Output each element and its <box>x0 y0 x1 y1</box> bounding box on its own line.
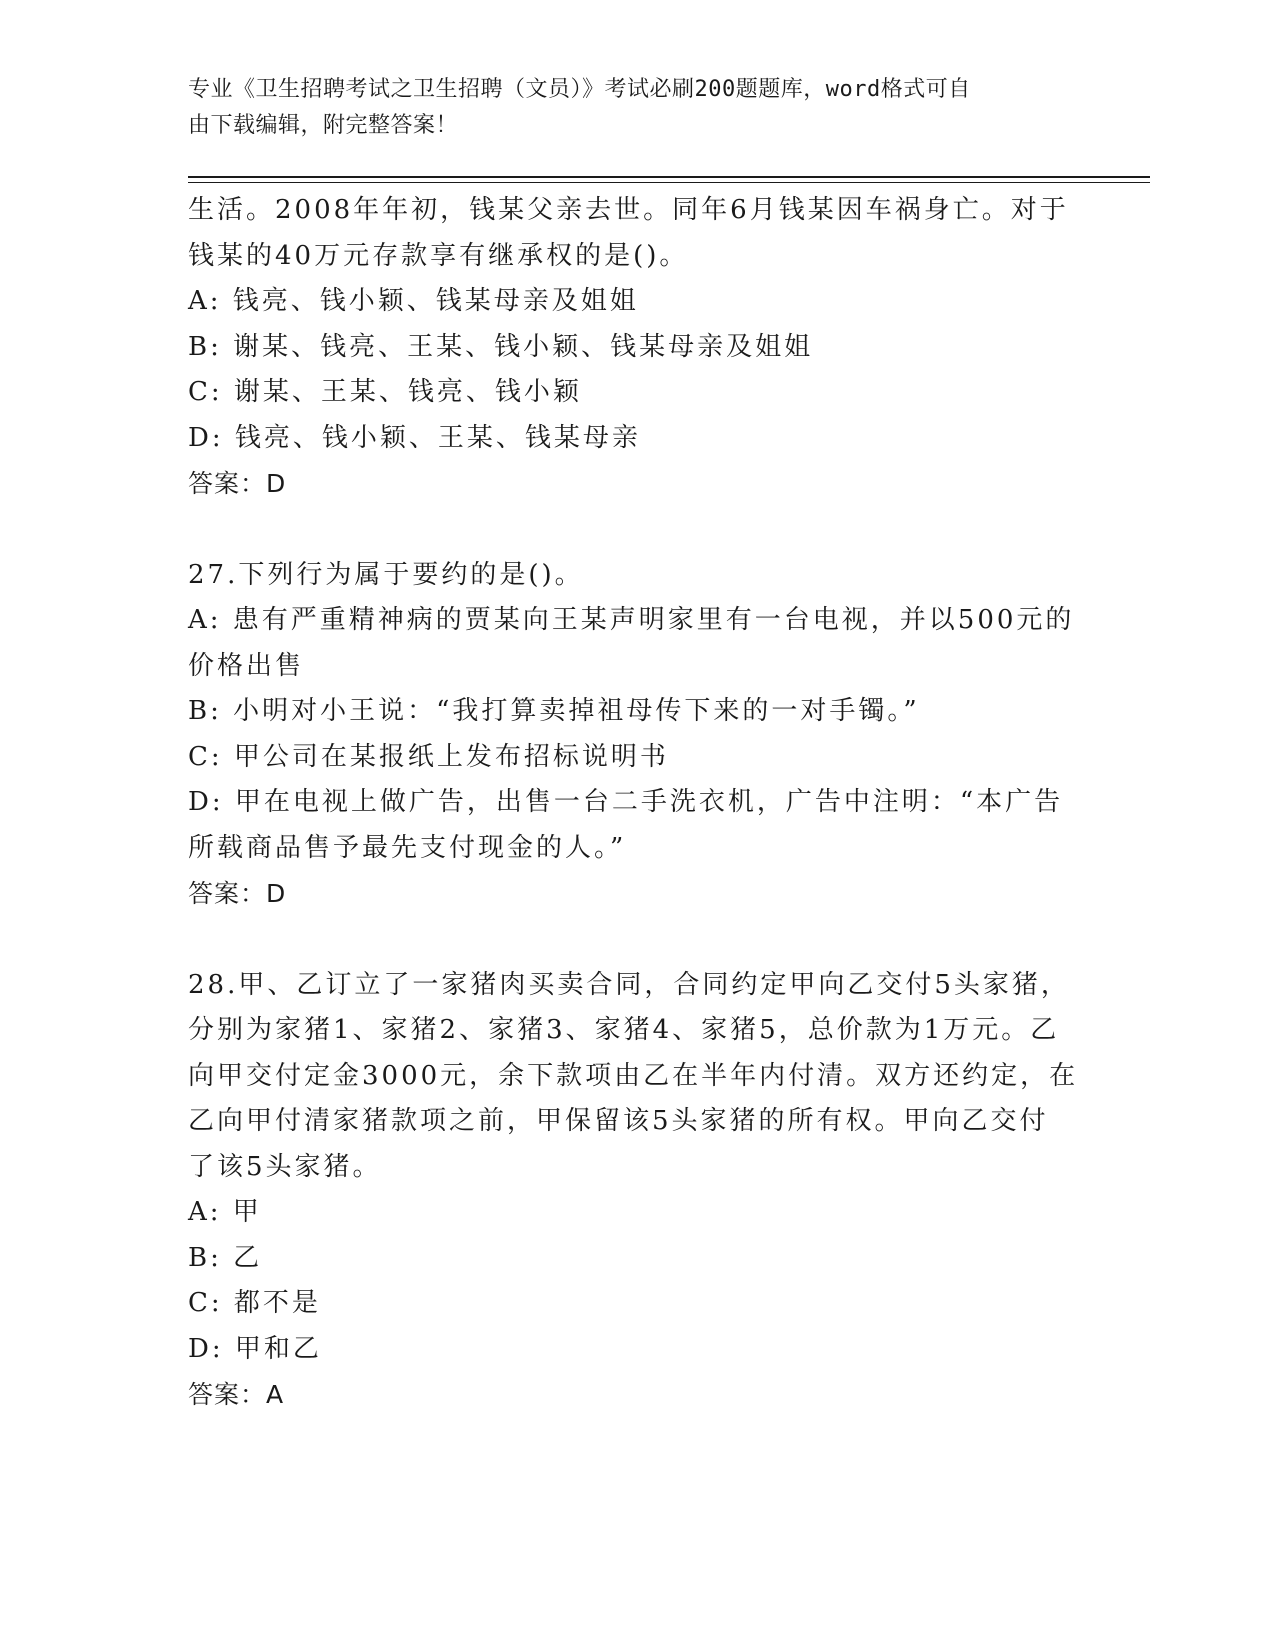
header-rule-thin <box>188 182 1150 183</box>
option-c: C: 都不是 <box>188 1288 321 1318</box>
question-text-line: 分别为家猪1、家猪2、家猪3、家猪4、家猪5，总价款为1万元。乙 <box>188 1015 1060 1045</box>
header-rule-thick <box>188 176 1150 178</box>
option-d: D: 钱亮、钱小颖、王某、钱某母亲 <box>188 422 641 453</box>
question-28 <box>188 963 1079 1418</box>
spacer <box>188 507 1068 553</box>
question-27 <box>188 553 1075 917</box>
question-text-line: 钱某的40万元存款享有继承权的是()。 <box>188 240 689 271</box>
option-b: B: 小明对小王说：“我打算卖掉祖母传下来的一对手镯。” <box>188 696 920 726</box>
option-c: C: 甲公司在某报纸上发布招标说明书 <box>188 741 669 772</box>
question-text-line: 生活。2008年年初，钱某父亲去世。同年6月钱某因车祸身亡。对于 <box>188 195 1069 225</box>
answer: 答案：A <box>188 1380 285 1409</box>
question-text-line: 了该5头家猪。 <box>188 1151 382 1182</box>
header-line-1: 专业《卫生招聘考试之卫生招聘（文员）》考试必刷200题题库，word格式可自 <box>188 77 971 102</box>
question-26 <box>188 188 1068 507</box>
answer: 答案：D <box>188 469 287 498</box>
option-a: A: 钱亮、钱小颖、钱某母亲及姐姐 <box>188 286 639 316</box>
answer: 答案：D <box>188 879 287 908</box>
option-a: A: 患有严重精神病的贾某向王某声明家里有一台电视，并以500元的 <box>188 605 1075 635</box>
question-text-line: 乙向甲付清家猪款项之前，甲保留该5头家猪的所有权。甲向乙交付 <box>188 1106 1049 1136</box>
document-header <box>188 72 1068 144</box>
header-line-2: 由下载编辑，附完整答案！ <box>188 113 459 138</box>
option-d: D: 甲在电视上做广告，出售一台二手洗衣机，广告中注明：“本广告 <box>188 787 1064 817</box>
question-text-line: 27.下列行为属于要约的是()。 <box>188 559 584 590</box>
option-c: C: 谢某、王某、钱亮、钱小颖 <box>188 377 582 407</box>
option-b: B: 乙 <box>188 1242 263 1273</box>
option-d: D: 甲和乙 <box>188 1333 322 1364</box>
question-text-line: 28.甲、乙订立了一家猪肉买卖合同，合同约定甲向乙交付5头家猪， <box>188 969 1070 1000</box>
option-a-continued: 价格出售 <box>188 650 305 681</box>
spacer <box>188 917 1068 963</box>
option-b: B: 谢某、钱亮、王某、钱小颖、钱某母亲及姐姐 <box>188 331 814 362</box>
option-a: A: 甲 <box>188 1197 262 1227</box>
option-d-continued: 所载商品售予最先支付现金的人。” <box>188 832 627 863</box>
question-list <box>188 188 1079 1418</box>
question-text-line: 向甲交付定金3000元，余下款项由乙在半年内付清。双方还约定，在 <box>188 1060 1079 1091</box>
